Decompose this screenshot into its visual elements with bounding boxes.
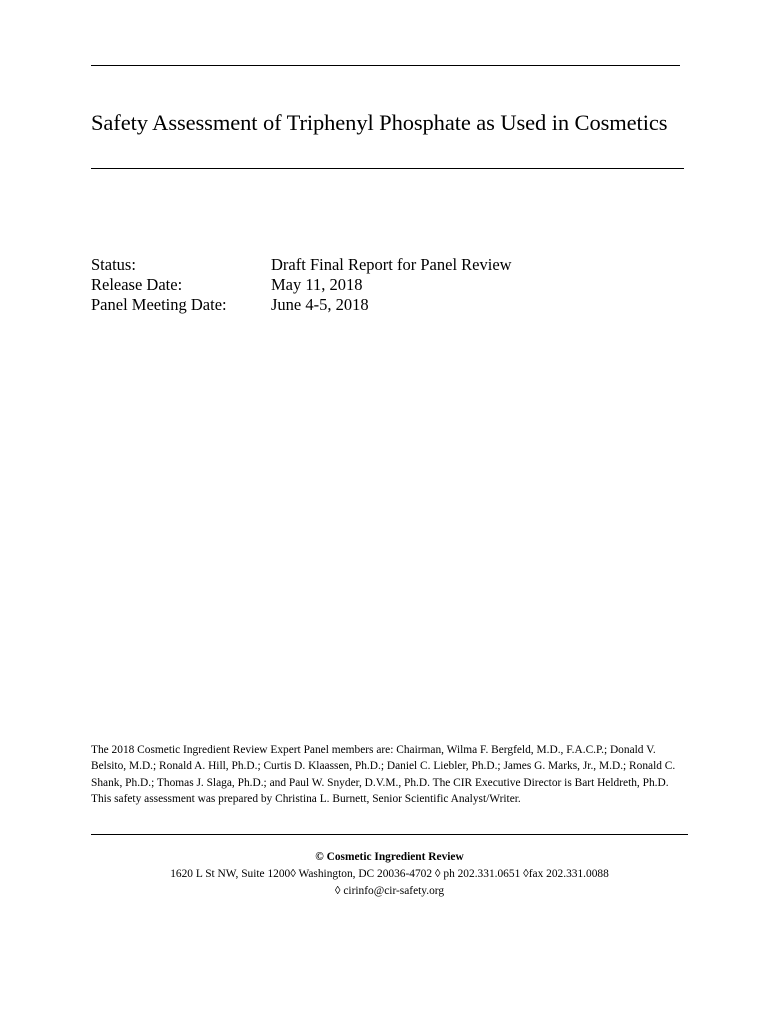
footer xyxy=(91,849,688,900)
meta-value: May 11, 2018 xyxy=(271,275,363,294)
footer-organization: © Cosmetic Ingredient Review xyxy=(315,851,464,863)
footer-email: ◊ cirinfo@cir-safety.org xyxy=(334,885,445,897)
meta-row-panel-meeting-date xyxy=(91,295,512,315)
meta-value: Draft Final Report for Panel Review xyxy=(271,255,512,274)
meta-value: June 4-5, 2018 xyxy=(271,295,369,314)
document-meta xyxy=(91,255,512,315)
footer-divider xyxy=(91,834,688,835)
footer-address: 1620 L St NW, Suite 1200◊ Washington, DC 20036-4702 ◊ ph 202.331.0651 ◊fax 202.331.0088 xyxy=(170,868,609,880)
meta-row-release-date xyxy=(91,275,512,295)
document-title: Safety Assessment of Triphenyl Phosphate as Used in Cosmetics xyxy=(91,110,668,135)
meta-label: Status: xyxy=(91,255,136,274)
top-divider xyxy=(91,65,680,66)
expert-panel-note: The 2018 Cosmetic Ingredient Review Expert Panel members are: Chairman, Wilma F. Bergfeld, M.D., F.A.C.P.; Donald V. Belsito, M.D.; Ronald A. Hill, Ph.D.; Curtis D. Klaassen, Ph.D.; Daniel C. Liebler, Ph.D.; James G. Marks, Jr., M.D.; Ronald C. Shank, Ph.D.; Thomas J. Slaga, Ph.D.; and Paul W. Snyder, D.V.M., Ph.D. The CIR Executive Director is Bart Heldreth, Ph.D. This safety assessment was prepared by Christina L. Burnett, Senior Scientific Analyst/Writer. xyxy=(91,744,676,805)
title-divider xyxy=(91,168,684,169)
meta-row-status xyxy=(91,255,512,275)
meta-label: Release Date: xyxy=(91,275,183,294)
meta-label: Panel Meeting Date: xyxy=(91,295,227,314)
